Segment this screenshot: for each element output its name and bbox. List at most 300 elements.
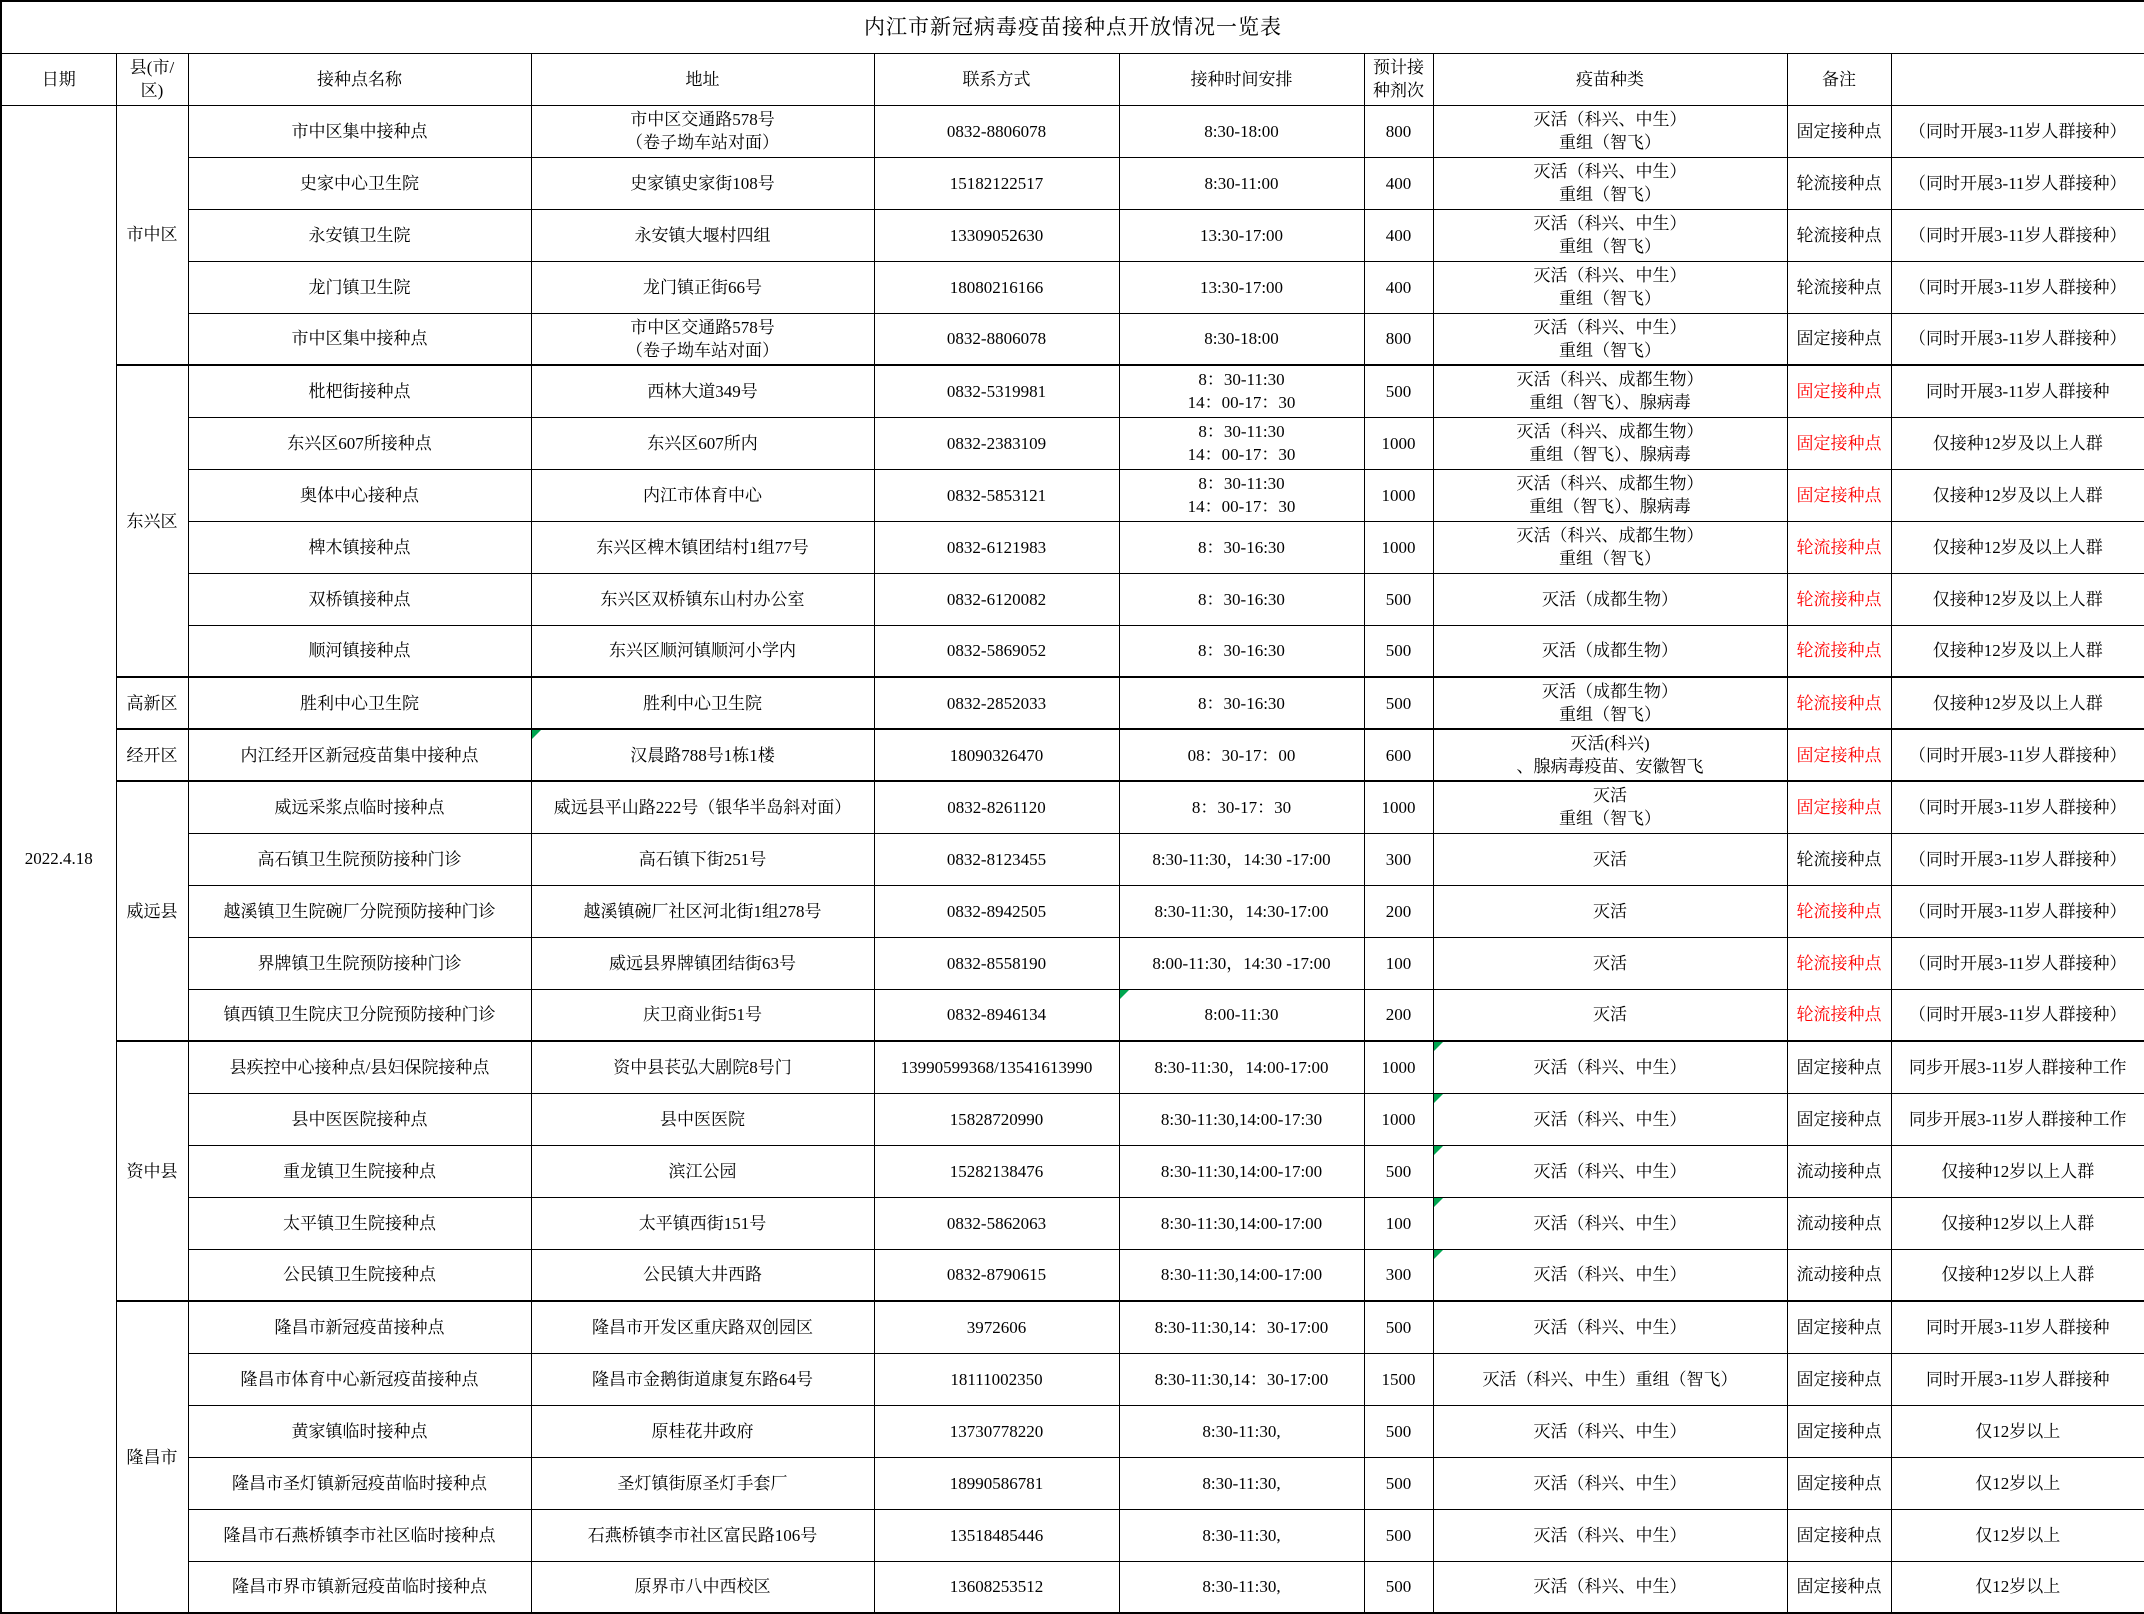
cell-vaccine-line: 灭活(科兴) <box>1570 734 1650 753</box>
cell-phone <box>874 1197 1119 1249</box>
cell-time-line: 8：30-16:30 <box>1198 641 1285 661</box>
cell-district: 资中县 <box>116 1041 188 1301</box>
cell-time-line: 08：30-17：00 <box>1187 745 1296 765</box>
cell-time-line: 8:30-11:30，14:00-17:00 <box>1154 1057 1329 1077</box>
cell-phone-line: 0832-8123455 <box>946 849 1047 869</box>
cell-vaccine-line: 重组（智飞）、腺病毒 <box>1529 497 1691 516</box>
cell-vaccine <box>1433 937 1787 989</box>
cell-time-line: 8:30-11:30，14:30 -17:00 <box>1152 849 1331 869</box>
cell-site-name-line: 市中区集中接种点 <box>291 329 428 349</box>
cell-extra <box>1891 1405 2144 1457</box>
cell-doses <box>1364 1353 1433 1405</box>
cell-address-line: 公民镇大井西路 <box>643 1265 762 1285</box>
cell-site-name <box>188 261 531 313</box>
cell-address-line: 西林大道349号 <box>647 381 758 401</box>
cell-note-line: 轮流接种点 <box>1796 277 1882 297</box>
cell-vaccine <box>1433 1301 1787 1353</box>
cell-vaccine <box>1433 1457 1787 1509</box>
green-corner-marker <box>1434 1250 1443 1259</box>
table-row <box>1 729 2144 781</box>
cell-vaccine <box>1433 1353 1787 1405</box>
cell-vaccine <box>1433 157 1787 209</box>
cell-phone-line: 15182122517 <box>949 173 1044 193</box>
cell-site-name <box>188 729 531 781</box>
green-corner-marker <box>1434 1146 1443 1155</box>
cell-vaccine <box>1433 1093 1787 1145</box>
cell-site-name <box>188 417 531 469</box>
cell-district: 高新区 <box>116 677 188 729</box>
cell-address-line: 东兴区椑木镇团结村1组77号 <box>596 537 809 557</box>
cell-phone-line: 0832-8806078 <box>946 329 1047 349</box>
cell-vaccine-line: 灭活（科兴、中生） <box>1533 266 1687 285</box>
cell-site-name-line: 胜利中心卫生院 <box>300 693 419 713</box>
cell-note-line: 轮流接种点 <box>1796 901 1882 921</box>
cell-vaccine-line: 重组（智飞） <box>1559 340 1661 360</box>
cell-extra <box>1891 1353 2144 1405</box>
cell-extra <box>1891 937 2144 989</box>
cell-phone <box>874 781 1119 833</box>
cell-doses-line: 500 <box>1385 589 1412 609</box>
cell-phone <box>874 313 1119 365</box>
cell-phone-line: 15282138476 <box>949 1161 1044 1181</box>
cell-doses-line: 300 <box>1385 1265 1412 1285</box>
cell-vaccine-line: 灭活（科兴、中生） <box>1533 1213 1687 1233</box>
green-corner-marker <box>1434 1042 1443 1051</box>
cell-vaccine <box>1433 1041 1787 1093</box>
cell-doses-line: 500 <box>1385 1161 1412 1181</box>
table-row <box>1 105 2144 157</box>
cell-address-line: 隆昌市开发区重庆路双创园区 <box>592 1317 813 1337</box>
cell-site-name-line: 镇西镇卫生院庆卫分院预防接种门诊 <box>223 1005 496 1025</box>
cell-phone <box>874 1561 1119 1613</box>
cell-time-line: 8：30-16:30 <box>1198 693 1285 713</box>
cell-vaccine-line: 灭活（科兴、中生） <box>1533 1473 1687 1493</box>
cell-phone-line: 0832-8558190 <box>946 953 1047 973</box>
cell-vaccine-line: 灭活（科兴、中生） <box>1533 1057 1687 1077</box>
cell-note-line: 固定接种点 <box>1796 381 1882 401</box>
cell-time <box>1119 1301 1364 1353</box>
cell-site-name <box>188 1197 531 1249</box>
cell-vaccine-line: 重组（智飞） <box>1559 185 1661 204</box>
cell-vaccine <box>1433 677 1787 729</box>
cell-time-line: 8：30-11:30 <box>1198 422 1285 441</box>
cell-vaccine <box>1433 1509 1787 1561</box>
cell-site-name <box>188 989 531 1041</box>
cell-address-line: 庆卫商业街51号 <box>643 1005 762 1025</box>
cell-time <box>1119 313 1364 365</box>
cell-address <box>531 469 874 521</box>
cell-extra <box>1891 313 2144 365</box>
cell-extra-line: 同时开展3-11岁人群接种 <box>1926 1369 2110 1389</box>
cell-district: 威远县 <box>116 781 188 1041</box>
cell-time <box>1119 781 1364 833</box>
cell-phone-line: 0832-5319981 <box>946 381 1047 401</box>
cell-note-line: 流动接种点 <box>1796 1161 1882 1181</box>
cell-phone <box>874 365 1119 417</box>
cell-vaccine-line: 重组（智飞）、腺病毒 <box>1529 393 1691 413</box>
cell-vaccine <box>1433 1145 1787 1197</box>
table-row <box>1 1353 2144 1405</box>
cell-phone-line: 18111002350 <box>950 1369 1043 1389</box>
cell-extra <box>1891 1249 2144 1301</box>
cell-extra <box>1891 885 2144 937</box>
cell-extra <box>1891 625 2144 677</box>
cell-address-line: 圣灯镇街原圣灯手套厂 <box>617 1473 788 1493</box>
cell-extra-line: 仅接种12岁及以上人群 <box>1932 537 2103 557</box>
table-row <box>1 521 2144 573</box>
cell-site-name-line: 椑木镇接种点 <box>308 537 411 557</box>
cell-doses <box>1364 885 1433 937</box>
cell-time-line: 8:30-18:00 <box>1204 121 1279 141</box>
cell-address <box>531 1405 874 1457</box>
cell-doses-line: 800 <box>1385 121 1412 141</box>
cell-doses <box>1364 1457 1433 1509</box>
cell-doses-line: 500 <box>1385 1577 1412 1597</box>
cell-time-line: 8:30-11:30,14：30-17:00 <box>1154 1369 1329 1389</box>
cell-time-line: 8：30-16:30 <box>1198 537 1285 557</box>
cell-extra-line: （同时开展3-11岁人群接种） <box>1909 797 2127 817</box>
cell-address-line: 史家镇史家街108号 <box>630 173 775 193</box>
cell-time-line: 13:30-17:00 <box>1199 225 1284 245</box>
cell-address <box>531 1145 874 1197</box>
cell-doses-line: 1000 <box>1381 1109 1416 1129</box>
cell-vaccine-line: 灭活（科兴、中生） <box>1533 162 1687 181</box>
cell-vaccine-line: 重组（智飞） <box>1559 549 1661 568</box>
cell-extra-line: 仅接种12岁以上人群 <box>1941 1213 2095 1233</box>
cell-phone-line: 0832-6120082 <box>946 589 1047 609</box>
cell-site-name-line: 东兴区607所接种点 <box>287 433 432 453</box>
cell-address <box>531 1249 874 1301</box>
cell-vaccine <box>1433 261 1787 313</box>
cell-extra-line: 仅12岁以上 <box>1975 1577 2061 1597</box>
cell-vaccine-line: 重组（智飞）、腺病毒 <box>1529 445 1691 464</box>
cell-doses <box>1364 417 1433 469</box>
cell-note <box>1787 573 1891 625</box>
cell-vaccine-line: 重组（智飞） <box>1559 237 1661 256</box>
cell-note <box>1787 417 1891 469</box>
cell-vaccine <box>1433 573 1787 625</box>
cell-vaccine-line: 灭活（成都生物） <box>1542 641 1678 661</box>
cell-time-line: 8：30-11:30 <box>1198 474 1285 493</box>
cell-address <box>531 1093 874 1145</box>
cell-vaccine <box>1433 469 1787 521</box>
cell-time <box>1119 469 1364 521</box>
cell-note <box>1787 729 1891 781</box>
cell-address <box>531 1353 874 1405</box>
cell-site-name <box>188 313 531 365</box>
cell-address <box>531 989 874 1041</box>
cell-address <box>531 105 874 157</box>
table-row <box>1 1457 2144 1509</box>
cell-address-line: 东兴区双桥镇东山村办公室 <box>600 589 805 609</box>
cell-note <box>1787 313 1891 365</box>
cell-note-line: 轮流接种点 <box>1796 537 1882 557</box>
cell-site-name <box>188 105 531 157</box>
cell-note <box>1787 625 1891 677</box>
table-row <box>1 1405 2144 1457</box>
header-date: 日期 <box>1 53 116 105</box>
cell-district: 东兴区 <box>116 365 188 677</box>
cell-address <box>531 1041 874 1093</box>
cell-site-name <box>188 1301 531 1353</box>
cell-vaccine-line: 灭活（科兴、中生） <box>1533 110 1687 129</box>
cell-phone <box>874 417 1119 469</box>
cell-doses-line: 600 <box>1385 745 1412 765</box>
cell-vaccine <box>1433 1249 1787 1301</box>
cell-extra-line: （同时开展3-11岁人群接种） <box>1909 901 2127 921</box>
cell-site-name <box>188 573 531 625</box>
green-corner-marker <box>1120 990 1129 999</box>
table-row <box>1 833 2144 885</box>
cell-doses-line: 800 <box>1385 329 1412 349</box>
cell-note <box>1787 1249 1891 1301</box>
cell-phone-line: 18990586781 <box>949 1473 1044 1493</box>
cell-extra <box>1891 1041 2144 1093</box>
cell-site-name-line: 威远采浆点临时接种点 <box>274 797 445 817</box>
cell-site-name <box>188 1561 531 1613</box>
cell-site-name <box>188 1405 531 1457</box>
cell-extra-line: （同时开展3-11岁人群接种） <box>1909 173 2127 193</box>
cell-doses <box>1364 1093 1433 1145</box>
cell-extra-line: （同时开展3-11岁人群接种） <box>1909 849 2127 869</box>
cell-extra <box>1891 1457 2144 1509</box>
cell-time-line: 8：30-17：30 <box>1191 797 1292 817</box>
cell-address-line: 资中县苌弘大剧院8号门 <box>613 1057 792 1077</box>
cell-address <box>531 573 874 625</box>
cell-site-name-line: 顺河镇接种点 <box>308 641 411 661</box>
header-phone: 联系方式 <box>874 53 1119 105</box>
cell-phone-line: 0832-6121983 <box>946 537 1047 557</box>
cell-phone <box>874 157 1119 209</box>
cell-doses <box>1364 469 1433 521</box>
table-row <box>1 989 2144 1041</box>
table-row <box>1 417 2144 469</box>
cell-vaccine <box>1433 1561 1787 1613</box>
table-row <box>1 1301 2144 1353</box>
cell-note-line: 轮流接种点 <box>1796 693 1882 713</box>
cell-site-name-line: 枇杷街接种点 <box>308 381 411 401</box>
cell-note-line: 轮流接种点 <box>1796 849 1882 869</box>
cell-time-line: 13:30-17:00 <box>1199 277 1284 297</box>
cell-vaccine-line: 灭活 <box>1593 901 1627 921</box>
cell-phone-line: 18080216166 <box>949 277 1044 297</box>
cell-doses-line: 400 <box>1385 173 1412 193</box>
cell-phone-line: 0832-5853121 <box>946 485 1047 505</box>
cell-note-line: 固定接种点 <box>1796 433 1882 453</box>
cell-extra <box>1891 729 2144 781</box>
cell-address-line: 滨江公园 <box>668 1161 737 1181</box>
cell-site-name-line: 隆昌市新冠疫苗接种点 <box>274 1317 445 1337</box>
cell-extra-line: （同时开展3-11岁人群接种） <box>1909 1005 2127 1025</box>
cell-note-line: 固定接种点 <box>1796 1317 1882 1337</box>
table-row <box>1 677 2144 729</box>
cell-time-line: 14：00-17：30 <box>1187 497 1296 516</box>
cell-phone-line: 13608253512 <box>949 1577 1044 1597</box>
table-row <box>1 365 2144 417</box>
cell-doses <box>1364 261 1433 313</box>
cell-phone <box>874 677 1119 729</box>
cell-time-line: 14：00-17：30 <box>1187 393 1296 413</box>
cell-site-name-line: 内江经开区新冠疫苗集中接种点 <box>240 745 479 765</box>
cell-vaccine <box>1433 1405 1787 1457</box>
cell-vaccine-line: 重组（智飞） <box>1559 705 1661 724</box>
cell-vaccine-line: 重组（智飞） <box>1559 133 1661 152</box>
cell-extra <box>1891 209 2144 261</box>
cell-note-line: 轮流接种点 <box>1796 953 1882 973</box>
cell-time <box>1119 573 1364 625</box>
cell-phone <box>874 1353 1119 1405</box>
header-time: 接种时间安排 <box>1119 53 1364 105</box>
cell-site-name <box>188 365 531 417</box>
cell-vaccine <box>1433 625 1787 677</box>
cell-site-name <box>188 521 531 573</box>
cell-vaccine <box>1433 885 1787 937</box>
cell-vaccine <box>1433 1197 1787 1249</box>
cell-time-line: 8：30-16:30 <box>1198 589 1285 609</box>
cell-vaccine <box>1433 729 1787 781</box>
cell-phone-line: 13309052630 <box>949 225 1044 245</box>
cell-vaccine-line: 灭活（科兴、成都生物） <box>1516 474 1704 493</box>
cell-address-line: 市中区交通路578号 <box>630 317 775 337</box>
cell-extra-line: （同时开展3-11岁人群接种） <box>1909 277 2127 297</box>
cell-time <box>1119 1405 1364 1457</box>
cell-phone <box>874 521 1119 573</box>
cell-site-name-line: 县中医医院接种点 <box>291 1109 428 1129</box>
cell-address <box>531 1197 874 1249</box>
cell-note <box>1787 1145 1891 1197</box>
cell-extra <box>1891 261 2144 313</box>
table-row <box>1 885 2144 937</box>
cell-extra <box>1891 1301 2144 1353</box>
cell-site-name <box>188 209 531 261</box>
cell-district: 经开区 <box>116 729 188 781</box>
vaccine-table-body <box>1 105 2144 1613</box>
header-extra <box>1891 53 2144 105</box>
cell-doses <box>1364 1561 1433 1613</box>
cell-time-line: 8:30-11:30，14:30-17:00 <box>1154 901 1329 921</box>
cell-time <box>1119 1353 1364 1405</box>
page-title: 内江市新冠病毒疫苗接种点开放情况一览表 <box>1 1 2144 53</box>
cell-phone-line: 0832-8946134 <box>946 1005 1047 1025</box>
cell-doses <box>1364 209 1433 261</box>
cell-vaccine <box>1433 365 1787 417</box>
cell-vaccine-line: 重组（智飞） <box>1559 809 1661 829</box>
cell-extra-line: （同时开展3-11岁人群接种） <box>1909 953 2127 973</box>
cell-vaccine <box>1433 209 1787 261</box>
cell-time <box>1119 417 1364 469</box>
cell-note-line: 流动接种点 <box>1796 1213 1882 1233</box>
cell-address <box>531 677 874 729</box>
cell-site-name <box>188 1145 531 1197</box>
cell-address <box>531 417 874 469</box>
cell-note-line: 轮流接种点 <box>1796 1005 1882 1025</box>
cell-vaccine-line: 灭活（科兴、中生） <box>1533 1577 1687 1597</box>
cell-doses <box>1364 365 1433 417</box>
cell-address-line: 市中区交通路578号 <box>630 110 775 129</box>
cell-doses <box>1364 1301 1433 1353</box>
cell-site-name <box>188 1509 531 1561</box>
cell-extra <box>1891 365 2144 417</box>
cell-time <box>1119 677 1364 729</box>
cell-time <box>1119 625 1364 677</box>
cell-note <box>1787 1561 1891 1613</box>
cell-note <box>1787 1353 1891 1405</box>
cell-note-line: 轮流接种点 <box>1796 173 1882 193</box>
cell-phone <box>874 1301 1119 1353</box>
cell-vaccine-line: 灭活（科兴、中生） <box>1533 1161 1687 1181</box>
cell-note <box>1787 1457 1891 1509</box>
cell-doses-line: 400 <box>1385 225 1412 245</box>
cell-site-name-line: 永安镇卫生院 <box>308 225 411 245</box>
title-row <box>1 1 2144 53</box>
cell-phone <box>874 1041 1119 1093</box>
cell-site-name-line: 界牌镇卫生院预防接种门诊 <box>257 953 462 973</box>
cell-extra-line: 仅接种12岁及以上人群 <box>1932 485 2103 505</box>
table-row <box>1 1145 2144 1197</box>
cell-site-name-line: 史家中心卫生院 <box>300 173 419 193</box>
cell-vaccine-line: 灭活（科兴、中生） <box>1533 214 1687 233</box>
table-row <box>1 937 2144 989</box>
cell-note <box>1787 105 1891 157</box>
cell-doses-line: 500 <box>1385 381 1412 401</box>
cell-address <box>531 157 874 209</box>
cell-site-name <box>188 1041 531 1093</box>
cell-site-name-line: 奥体中心接种点 <box>300 485 419 505</box>
cell-extra-line: 仅接种12岁及以上人群 <box>1932 433 2103 453</box>
cell-doses-line: 400 <box>1385 277 1412 297</box>
cell-vaccine-line: 灭活（科兴、成都生物） <box>1516 422 1704 441</box>
cell-note <box>1787 365 1891 417</box>
cell-extra-line: （同时开展3-11岁人群接种） <box>1909 225 2127 245</box>
cell-time <box>1119 989 1364 1041</box>
cell-site-name-line: 重龙镇卫生院接种点 <box>283 1161 436 1181</box>
cell-doses-line: 500 <box>1385 1421 1412 1441</box>
cell-site-name <box>188 781 531 833</box>
cell-site-name-line: 隆昌市体育中心新冠疫苗接种点 <box>240 1369 479 1389</box>
cell-extra <box>1891 1561 2144 1613</box>
cell-address-line: 高石镇下街251号 <box>638 849 767 869</box>
cell-address-line: 汉晨路788号1栋1楼 <box>630 745 775 765</box>
cell-time <box>1119 1509 1364 1561</box>
cell-address-line: 原桂花井政府 <box>651 1421 754 1441</box>
cell-address <box>531 365 874 417</box>
cell-doses-line: 500 <box>1385 1317 1412 1337</box>
cell-address <box>531 625 874 677</box>
table-row <box>1 1249 2144 1301</box>
cell-note-line: 固定接种点 <box>1796 1421 1882 1441</box>
cell-time-line: 8:30-11:30, <box>1202 1525 1281 1545</box>
cell-time <box>1119 105 1364 157</box>
cell-vaccine <box>1433 989 1787 1041</box>
cell-address-line: 隆昌市金鹅街道康复东路64号 <box>592 1369 813 1389</box>
cell-site-name-line: 隆昌市界市镇新冠疫苗临时接种点 <box>232 1577 487 1597</box>
cell-doses <box>1364 573 1433 625</box>
cell-time <box>1119 365 1364 417</box>
cell-vaccine-line: 灭活（科兴、成都生物） <box>1516 526 1704 545</box>
cell-site-name <box>188 833 531 885</box>
cell-vaccine-line: 灭活（科兴、中生） <box>1533 1525 1687 1545</box>
cell-address-line: 东兴区顺河镇顺河小学内 <box>609 641 796 661</box>
cell-extra-line: 同时开展3-11岁人群接种 <box>1926 1317 2110 1337</box>
cell-note <box>1787 157 1891 209</box>
cell-doses-line: 1000 <box>1381 537 1416 557</box>
cell-note-line: 轮流接种点 <box>1796 589 1882 609</box>
cell-address-line: 原界市八中西校区 <box>634 1577 771 1597</box>
cell-doses <box>1364 625 1433 677</box>
table-row <box>1 209 2144 261</box>
cell-note <box>1787 1041 1891 1093</box>
cell-address <box>531 781 874 833</box>
